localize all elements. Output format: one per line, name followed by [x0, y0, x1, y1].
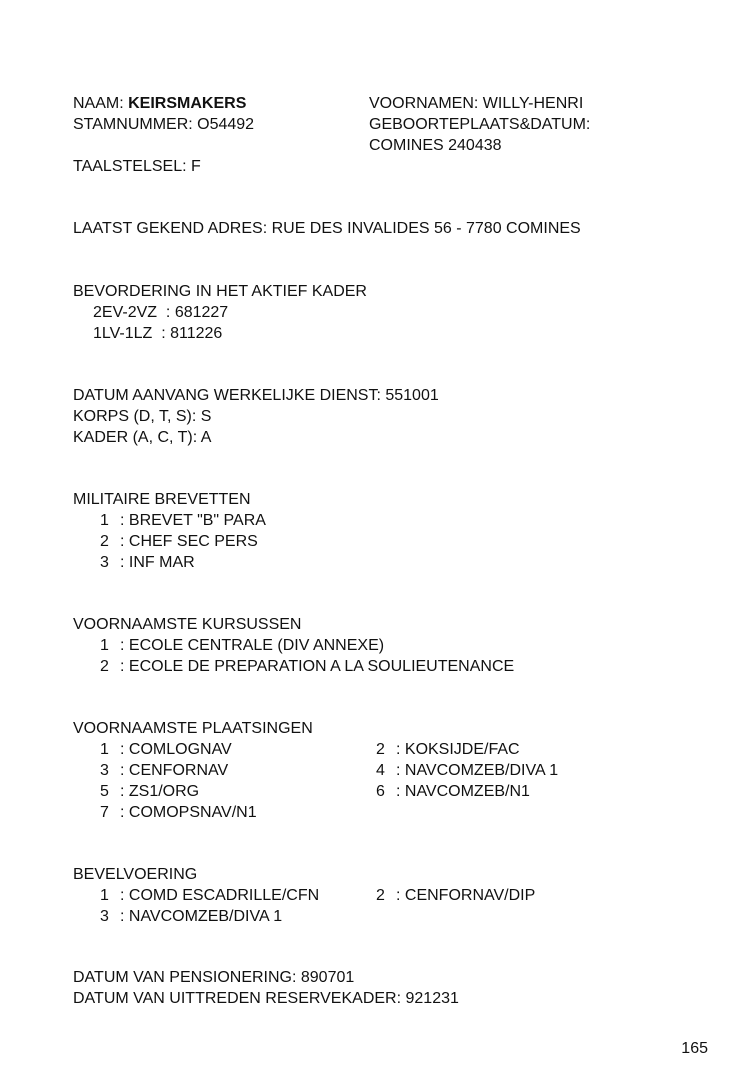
korps: KORPS (D, T, S): S [73, 408, 212, 425]
datum-pensionering: DATUM VAN PENSIONERING: 890701 [73, 969, 355, 986]
naam-value: KEIRSMAKERS [128, 95, 247, 112]
list-item: 1 : COMLOGNAV [100, 741, 232, 758]
kader: KADER (A, C, T): A [73, 429, 212, 446]
list-item: 6 : NAVCOMZEB/N1 [376, 783, 530, 800]
datum-uittreden: DATUM VAN UITTREDEN RESERVEKADER: 921231 [73, 990, 459, 1007]
naam-label: NAAM: [73, 95, 124, 112]
name-line [73, 93, 246, 114]
list-item: 1 : BREVET "B" PARA [100, 512, 266, 529]
page-number: 165 [681, 1040, 708, 1057]
list-item: 3 : NAVCOMZEB/DIVA 1 [100, 908, 283, 925]
brevetten-title: MILITAIRE BREVETTEN [73, 491, 251, 508]
list-item: 3 : CENFORNAV [100, 762, 229, 779]
list-item: 1 : COMD ESCADRILLE/CFN [100, 887, 320, 904]
list-item: 2 : KOKSIJDE/FAC [376, 741, 520, 758]
list-item: 7 : COMOPSNAV/N1 [100, 804, 257, 821]
list-item: 3 : INF MAR [100, 554, 195, 571]
taalstelsel: TAALSTELSEL: F [73, 158, 201, 175]
geboorte-value: COMINES 240438 [369, 137, 502, 154]
voornamen: VOORNAMEN: WILLY-HENRI [369, 95, 584, 112]
bevordering-title: BEVORDERING IN HET AKTIEF KADER [73, 283, 367, 300]
list-item: 4 : NAVCOMZEB/DIVA 1 [376, 762, 559, 779]
adres: LAATST GEKEND ADRES: RUE DES INVALIDES 56 - 7780 COMINES [73, 220, 581, 237]
kursussen-title: VOORNAAMSTE KURSUSSEN [73, 616, 302, 633]
datum-aanvang: DATUM AANVANG WERKELIJKE DIENST: 551001 [73, 387, 439, 404]
list-item: 1 : ECOLE CENTRALE (DIV ANNEXE) [100, 637, 385, 654]
plaatsingen-title: VOORNAAMSTE PLAATSINGEN [73, 720, 313, 737]
list-item: 2 : ECOLE DE PREPARATION A LA SOULIEUTENANCE [100, 658, 515, 675]
list-item: 2 : CHEF SEC PERS [100, 533, 258, 550]
list-item: 5 : ZS1/ORG [100, 783, 200, 800]
geboorte-label: GEBOORTEPLAATS&DATUM: [369, 116, 591, 133]
stamnummer: STAMNUMMER: O54492 [73, 116, 255, 133]
bevordering-line: 2EV-2VZ : 681227 [93, 304, 229, 321]
bevelvoering-title: BEVELVOERING [73, 866, 198, 883]
list-item: 2 : CENFORNAV/DIP [376, 887, 536, 904]
bevordering-line: 1LV-1LZ : 811226 [93, 325, 223, 342]
